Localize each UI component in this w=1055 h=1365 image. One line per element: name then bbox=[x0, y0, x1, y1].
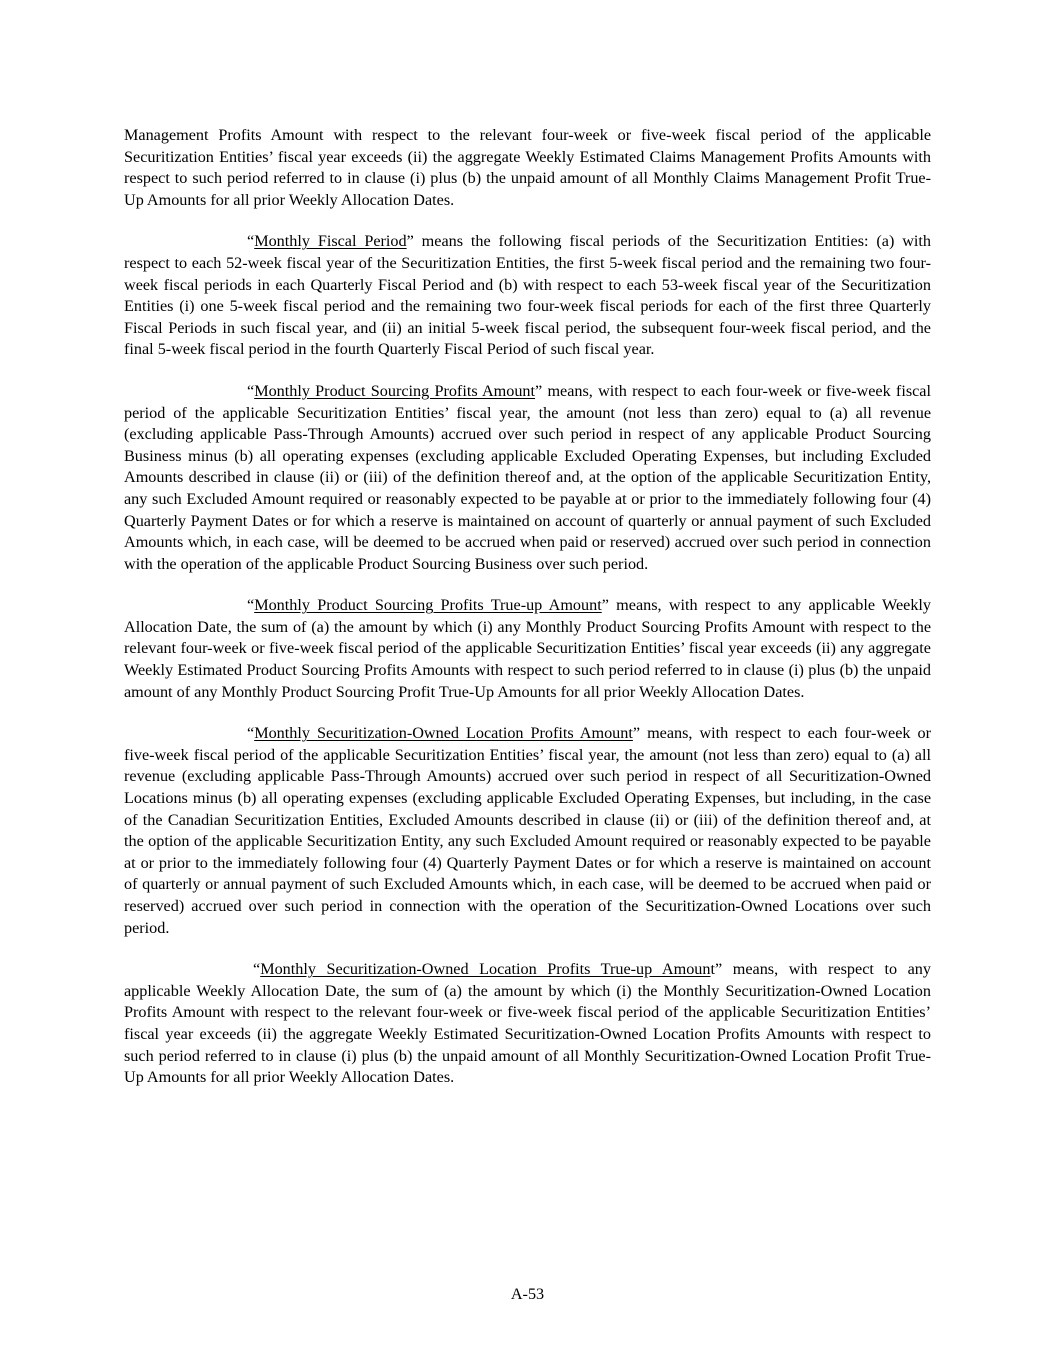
definition-monthly-securitization-owned-location-profits-true-up-amount bbox=[124, 959, 931, 1089]
close-quote: ” bbox=[632, 724, 641, 743]
definition-monthly-product-sourcing-profits-true-up-amount bbox=[124, 595, 931, 703]
definition-monthly-product-sourcing-profits-amount bbox=[124, 381, 931, 575]
close-quote: t” bbox=[710, 960, 723, 979]
definition-body: means, with respect to each four-week or five-week fiscal period of the applicable Securitization Entities’ fiscal year, the amount (not less than zero) equal to (a) all revenue (excluding applicable Pass-Through Amounts) accrued over such period in respect of all Securitization-Owned Locations minus (b) all operating expenses (excluding applicable Excluded Operating Expenses, but including, in the case of the Canadian Securitization Entities, Excluded Amounts described in clause (ii) or (iii) of the definition thereof and, at the option of the applicable Securitization Entity, any such Excluded Amount required or reasonably expected to be payable at or prior to the immediately following four (4) Quarterly Payment Dates or for which a reserve is maintained on account of quarterly or annual payment of such Excluded Amounts which, in each case, will be deemed to be accrued when paid or reserved) accrued over such period in connection with the operation of the Securitization-Owned Locations over such period. bbox=[124, 724, 931, 937]
open-quote: “ bbox=[253, 960, 261, 979]
open-quote: “ bbox=[247, 232, 255, 251]
definition-body: means the following fiscal periods of the Securitization Entities: (a) with respect to each 52-week fiscal year of the Securitization Entities, the first 5-week fiscal period and the remaining two four-week fiscal periods in each Quarterly Fiscal Period and (b) with respect to each 53-week fiscal year of the Securitization Entities (i) one 5-week fiscal period and the remaining two four-week fiscal periods for each of the first three Quarterly Fiscal Periods in such fiscal year, and (ii) an initial 5-week fiscal period, the subsequent four-week fiscal period, and the final 5-week fiscal period in the fourth Quarterly Fiscal Period of such fiscal year. bbox=[124, 232, 931, 359]
open-quote: “ bbox=[247, 381, 255, 400]
defined-term: Monthly Product Sourcing Profits Amount bbox=[254, 381, 536, 400]
close-quote: ” bbox=[535, 381, 543, 400]
close-quote: ” bbox=[406, 232, 414, 251]
document-body bbox=[124, 125, 931, 1109]
definition-body: means, with respect to any applicable Weekly Allocation Date, the sum of (a) the amount by which (i) any Monthly Product Sourcing Profits Amount with respect to the relevant four-week or five-week fiscal period of the applicable Securitization Entities’ fiscal year exceeds (ii) any aggregate Weekly Estimated Product Sourcing Profits Amounts with respect to such period referred to in clause (i) plus (b) the unpaid amount of any Monthly Product Sourcing Profit True-Up Amounts for all prior Weekly Allocation Dates. bbox=[124, 596, 932, 701]
definition-body: means, with respect to any applicable Weekly Allocation Date, the sum of (a) the amount by which (i) the Monthly Securitization-Owned Location Profits Amount with respect to the relevant four-week or five-week fiscal period of the applicable Securitization Entities’ fiscal year exceeds (ii) the aggregate Weekly Estimated Securitization-Owned Location Profits Amounts with respect to such period referred to in clause (i) plus (b) the unpaid amount of all Monthly Securitization-Owned Location Profit True-Up Amounts for all prior Weekly Allocation Dates. bbox=[124, 960, 931, 1087]
open-quote: “ bbox=[247, 596, 255, 615]
definition-monthly-securitization-owned-location-profits-amount bbox=[124, 723, 931, 939]
defined-term: Monthly Fiscal Period bbox=[254, 232, 407, 251]
definition-body: means, with respect to each four-week or five-week fiscal period of the applicable Securitization Entities’ fiscal year, the amount (not less than zero) equal to (a) all revenue (excluding applicable Pass-Through Amounts) accrued over such period in respect of any applicable Product Sourcing Business minus (b) all operating expenses (excluding applicable Excluded Operating Expenses, but including Excluded Amounts described in clause (ii) or (iii) of the definition thereof and, at the option of the applicable Securitization Entity, any such Excluded Amount required or reasonably expected to be payable at or prior to the immediately following four (4) Quarterly Payment Dates or for which a reserve is maintained on account of quarterly or annual payment of such Excluded Amounts which, in each case, will be deemed to be accrued when paid or reserved) accrued over such period in connection with the operation of the applicable Product Sourcing Business over such period. bbox=[124, 381, 931, 573]
definition-monthly-fiscal-period bbox=[124, 231, 931, 361]
defined-term: Monthly Securitization-Owned Location Profits True-up Amoun bbox=[260, 960, 711, 979]
defined-term: Monthly Securitization-Owned Location Profits Amount bbox=[254, 724, 633, 743]
open-quote: “ bbox=[247, 724, 255, 743]
page-number: A-53 bbox=[510, 1285, 545, 1303]
close-quote: ” bbox=[601, 596, 609, 615]
paragraph-body: Management Profits Amount with respect to the relevant four-week or five-week fiscal period of the applicable Securitization Entities’ fiscal year exceeds (ii) the aggregate Weekly Estimated Claims Management Profits Amounts with respect to such period referred to in clause (i) plus (b) the unpaid amount of all Monthly Claims Management Profit True-Up Amounts for all prior Weekly Allocation Dates. bbox=[124, 126, 931, 209]
paragraph-continuation bbox=[124, 125, 931, 211]
defined-term: Monthly Product Sourcing Profits True-up Amount bbox=[254, 596, 602, 615]
